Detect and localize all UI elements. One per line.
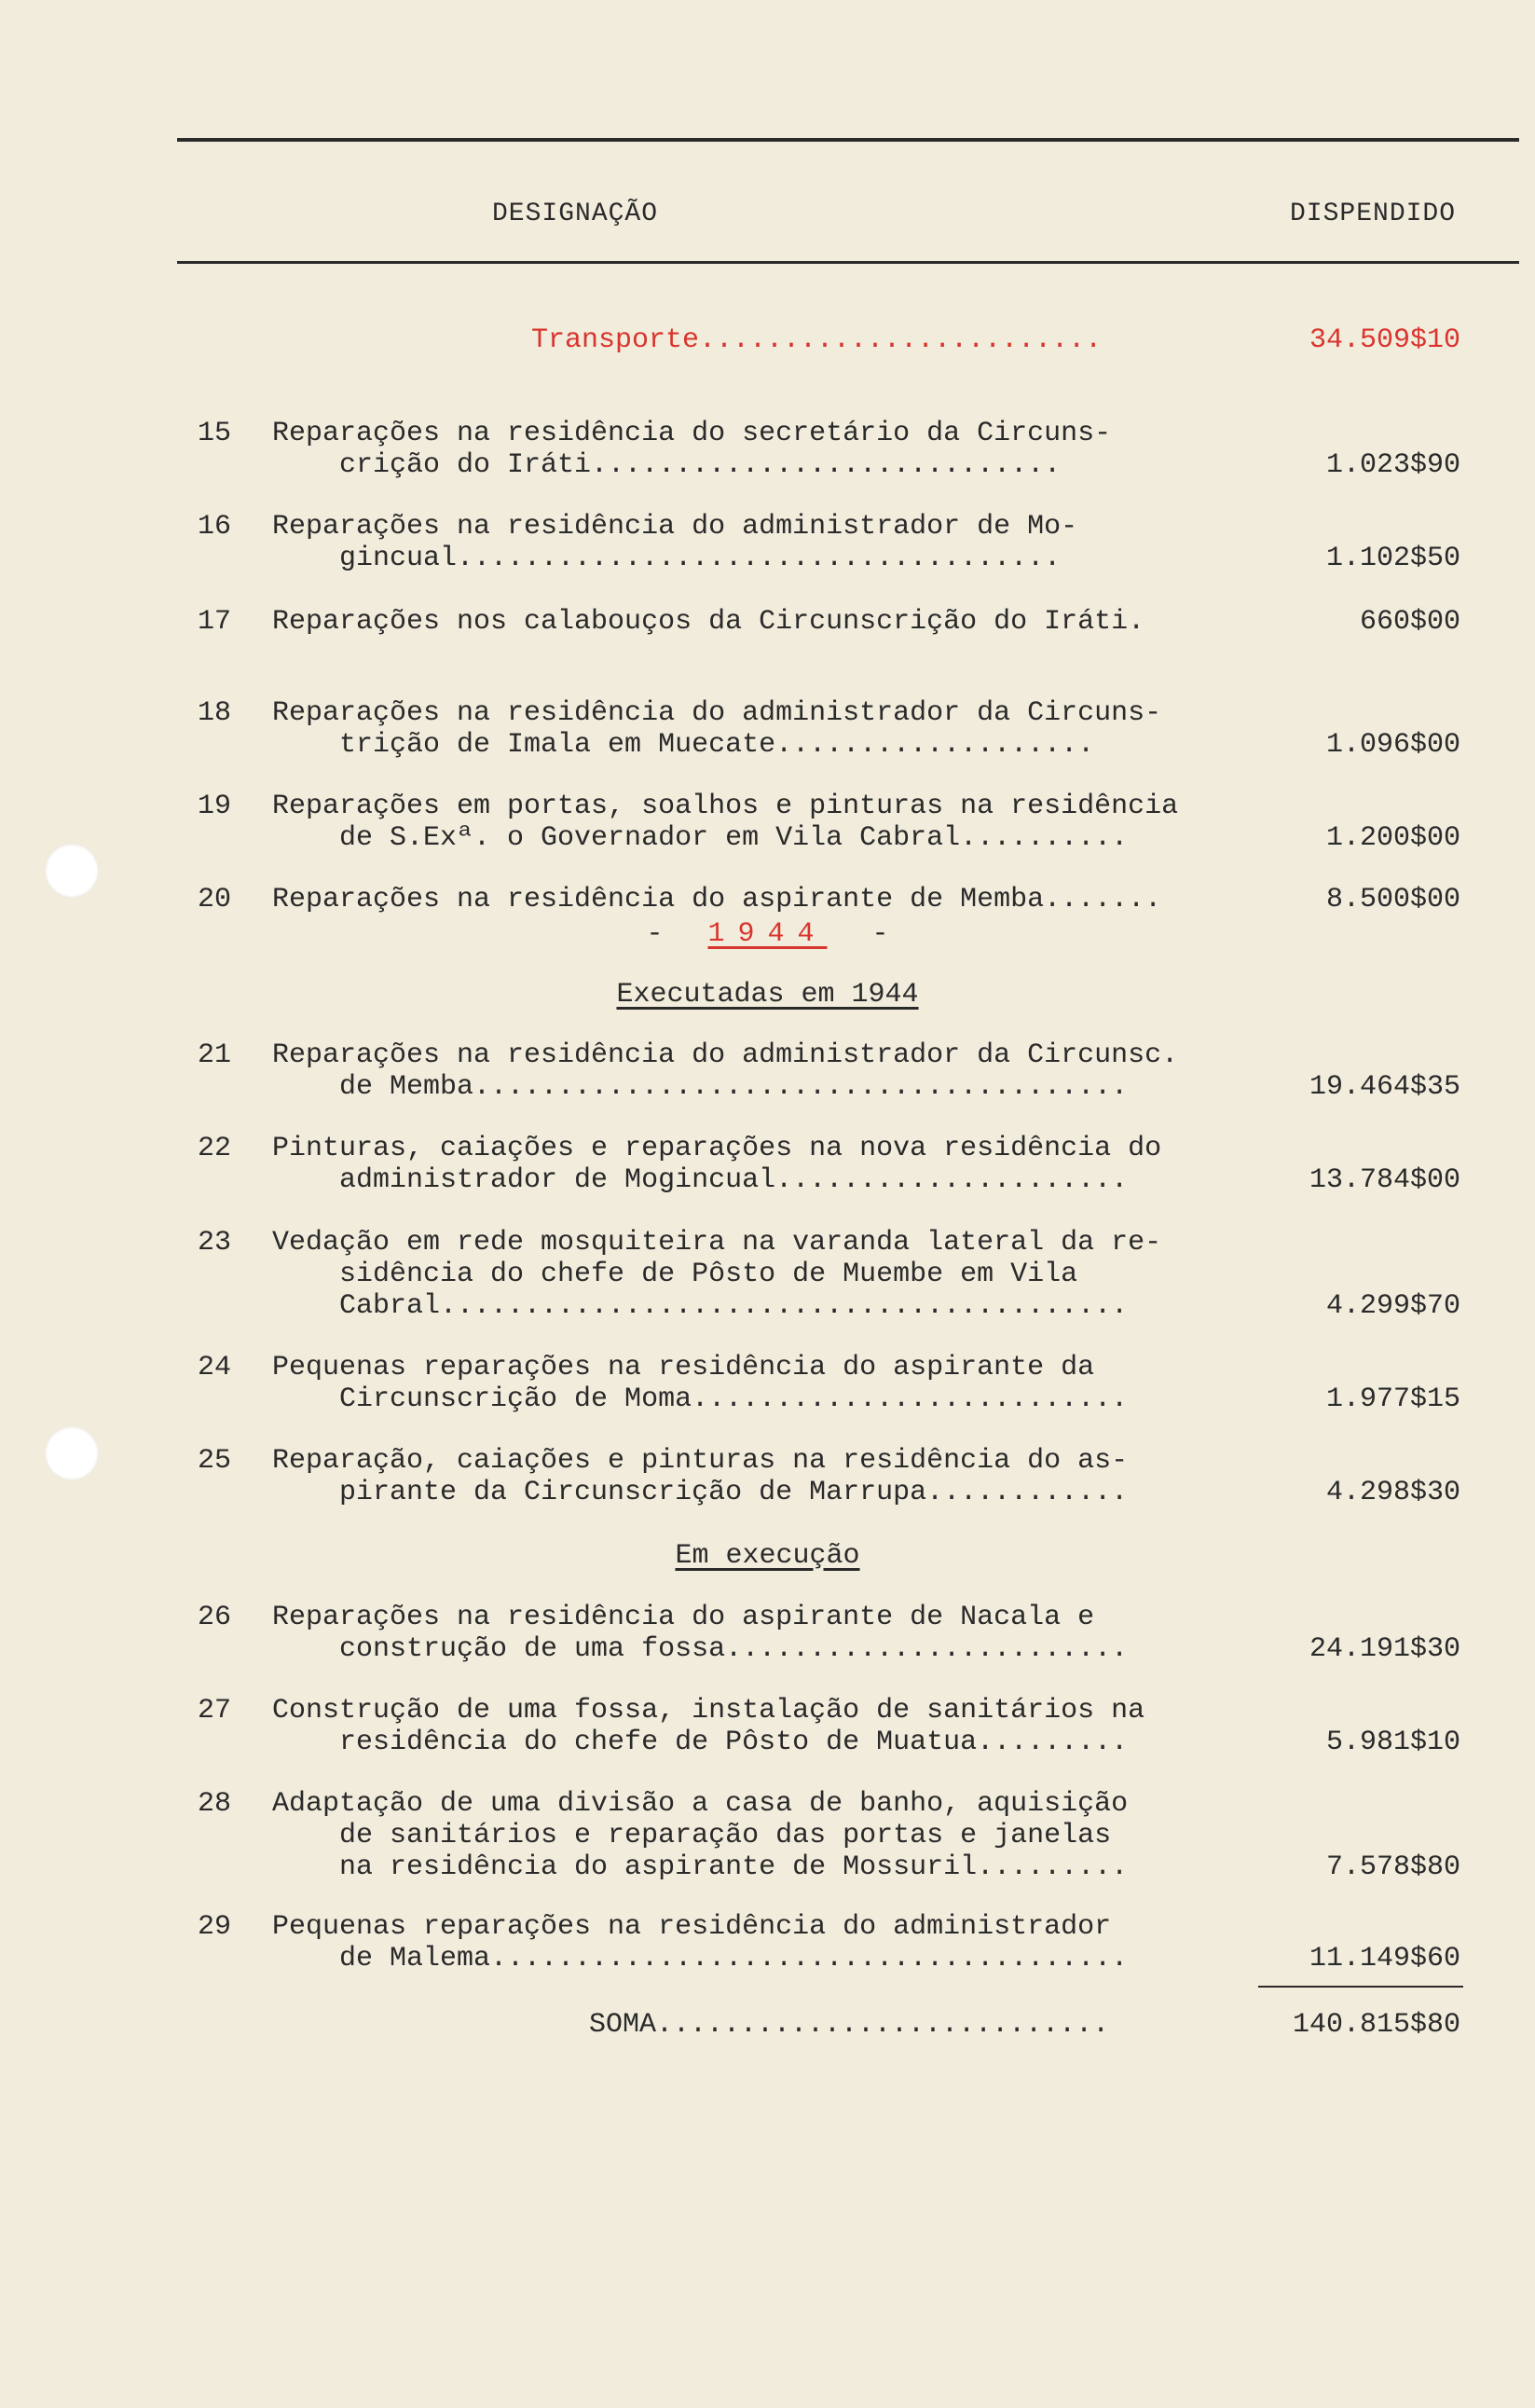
item-description (272, 1695, 1279, 1758)
item-description (272, 1039, 1279, 1103)
item-description-line: crição do Iráti............................ (272, 449, 1062, 481)
item-description-line: Construção de uma fossa, instalação de sanitários na (272, 1695, 1145, 1727)
punch-hole (45, 844, 99, 898)
item-amount: 1.977$15 (1325, 1383, 1460, 1415)
item-number: 25 (198, 1445, 232, 1477)
item-description-line: Pequenas reparações na residência do aspirante da (272, 1352, 1095, 1383)
item-description-line: trição de Imala em Muecate................... (272, 729, 1095, 761)
item-description-line: Reparações na residência do aspirante de Memba....... (272, 884, 1162, 915)
item-description-line: na residência do aspirante de Mossuril......... (272, 1851, 1129, 1883)
total-amount: 140.815$80 (1292, 2009, 1460, 2041)
item-description-line: Pinturas, caiações e reparações na nova residência do (272, 1133, 1162, 1164)
item-number: 26 (198, 1602, 232, 1633)
item-number: 21 (198, 1039, 232, 1071)
item-description-line: de sanitários e reparação das portas e janelas (272, 1820, 1112, 1851)
item-description (272, 1227, 1279, 1322)
item-description-line: Reparações na residência do secretário da Circuns- (272, 418, 1112, 449)
item-number: 24 (198, 1352, 232, 1383)
item-description (272, 791, 1279, 854)
sum-rule (1258, 1986, 1463, 1988)
item-number: 28 (198, 1788, 232, 1820)
item-description (272, 1788, 1279, 1883)
item-description-line: gincual.................................... (272, 543, 1062, 574)
item-description (272, 511, 1279, 574)
year-dash-right: - (871, 918, 889, 950)
item-number: 17 (198, 606, 232, 638)
item-number: 23 (198, 1227, 232, 1259)
item-number: 18 (198, 697, 232, 729)
item-amount: 7.578$80 (1325, 1851, 1460, 1883)
item-description (272, 606, 1279, 638)
item-description-line: residência do chefe de Pôsto de Muatua......... (272, 1727, 1129, 1758)
item-amount: 24.191$30 (1309, 1633, 1460, 1665)
item-description (272, 697, 1279, 761)
year-dash-left: - (646, 918, 664, 950)
year-heading (0, 918, 1535, 950)
item-description-line: pirante da Circunscrição de Marrupa............ (272, 1477, 1129, 1508)
item-description (272, 1445, 1279, 1508)
item-number: 22 (198, 1133, 232, 1164)
item-description-line: Reparações em portas, soalhos e pinturas na residência (272, 791, 1179, 822)
item-description (272, 418, 1279, 481)
item-description-line: Pequenas reparações na residência do administrador (272, 1911, 1112, 1943)
item-amount: 1.023$90 (1325, 449, 1460, 481)
top-rule (177, 138, 1519, 142)
item-description-line: Adaptação de uma divisão a casa de banho, aquisição (272, 1788, 1129, 1820)
item-description-line: Reparações nos calabouços da Circunscrição do Iráti. (272, 606, 1145, 638)
item-description-line: Reparação, caiações e pinturas na residência do as- (272, 1445, 1129, 1477)
header-rule (177, 261, 1519, 264)
item-description-line: Circunscrição de Moma.......................... (272, 1383, 1129, 1415)
item-description-line: Reparações na residência do administrador de Mo- (272, 511, 1078, 543)
item-description (272, 1911, 1279, 1975)
item-number: 27 (198, 1695, 232, 1727)
item-description-line: Reparações na residência do administrador da Circunsc. (272, 1039, 1179, 1071)
item-description-line: administrador de Mogincual..................... (272, 1164, 1129, 1196)
item-number: 20 (198, 884, 232, 915)
item-number: 16 (198, 511, 232, 543)
item-description-line: sidência do chefe de Pôsto de Muembe em Vila (272, 1259, 1078, 1290)
item-amount: 1.200$00 (1325, 822, 1460, 854)
year-label: 1944 (707, 918, 828, 950)
item-description-line: Reparações na residência do administrador da Circuns- (272, 697, 1162, 729)
item-description-line: de Memba....................................... (272, 1071, 1129, 1103)
item-amount: 13.784$00 (1309, 1164, 1460, 1196)
item-amount: 5.981$10 (1325, 1727, 1460, 1758)
transport-amount: 34.509$10 (1309, 324, 1460, 356)
item-description-line: Vedação em rede mosquiteira na varanda lateral da re- (272, 1227, 1162, 1259)
item-amount: 4.298$30 (1325, 1477, 1460, 1508)
item-amount: 19.464$35 (1309, 1071, 1460, 1103)
item-amount: 11.149$60 (1309, 1943, 1460, 1975)
item-number: 19 (198, 791, 232, 822)
item-description-line: de S.Exª. o Governador em Vila Cabral.......... (272, 822, 1129, 854)
item-number: 29 (198, 1911, 232, 1943)
item-description-line: Cabral......................................... (272, 1290, 1129, 1322)
item-description-line: de Malema...................................... (272, 1943, 1129, 1975)
transport-label: Transporte........................ (531, 324, 1103, 356)
punch-hole (45, 1426, 99, 1480)
in-progress-heading: Em execução (675, 1540, 860, 1572)
item-description (272, 1133, 1279, 1196)
item-amount: 8.500$00 (1325, 884, 1460, 915)
item-amount: 1.102$50 (1325, 543, 1460, 574)
item-description (272, 1602, 1279, 1665)
item-description-line: Reparações na residência do aspirante de Nacala e (272, 1602, 1095, 1633)
item-description (272, 1352, 1279, 1415)
item-number: 15 (198, 418, 232, 449)
spent-header: DISPENDIDO (1290, 200, 1457, 228)
item-description (272, 884, 1279, 915)
item-description-line: construção de uma fossa........................ (272, 1633, 1129, 1665)
item-amount: 1.096$00 (1325, 729, 1460, 761)
executed-heading: Executadas em 1944 (616, 979, 919, 1011)
total-label: SOMA........................... (589, 2009, 1110, 2041)
item-amount: 660$00 (1359, 606, 1460, 638)
item-amount: 4.299$70 (1325, 1290, 1460, 1322)
designation-header: DESIGNAÇÃO (492, 200, 659, 228)
